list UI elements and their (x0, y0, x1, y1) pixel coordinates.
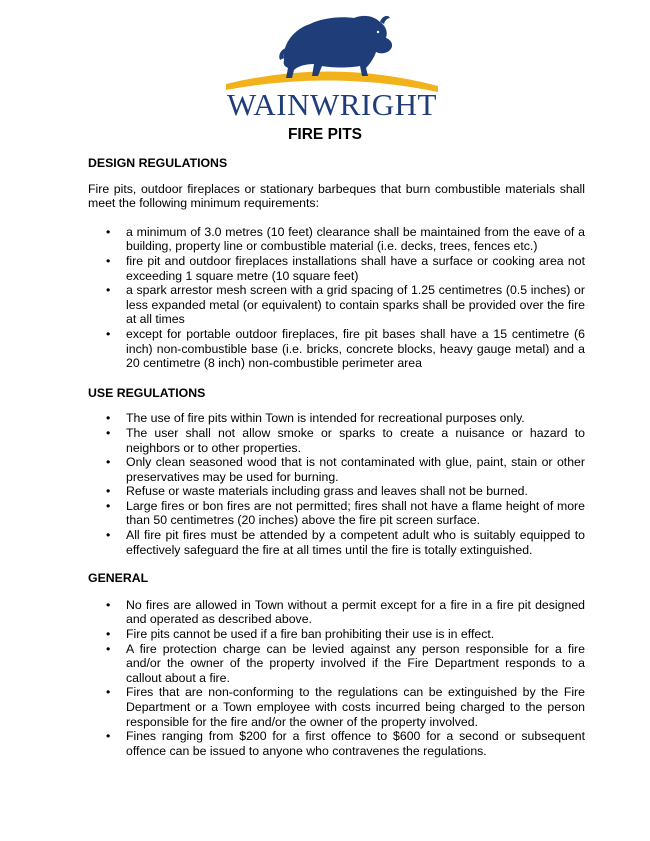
bullet-icon: • (106, 283, 111, 298)
list-item: • a minimum of 3.0 metres (10 feet) clearance shall be maintained from the eave of a building, property line or combustible material (i.e. decks, trees, fences etc.) (106, 224, 585, 254)
list-item: • Fines ranging from $200 for a first offence to $600 for a second or subsequent offence can be issued to anyone who contravenes the regulations. (106, 729, 585, 758)
list-item: • Large fires or bon fires are not permitted; fires shall not have a flame height of more than 50 centimetres (20 inches) above the fire pit screen surface. (106, 498, 585, 528)
document-body (88, 156, 585, 758)
bullet-icon: • (106, 425, 111, 440)
bullet-icon: • (106, 528, 111, 543)
list-item: • A fire protection charge can be levied against any person responsible for a fire and/or the owner of the property involved if the Fire Department responds to a callout about a fire. (106, 641, 585, 685)
logo-wordmark (222, 88, 442, 122)
general-section (88, 571, 585, 758)
section-heading: GENERAL (88, 571, 149, 586)
list-item: • Fire pits cannot be used if a fire ban prohibiting their use is in effect. (106, 627, 495, 642)
design-regulations-section (88, 156, 585, 371)
bullet-list (88, 411, 585, 557)
bullet-icon: • (106, 641, 111, 656)
section-intro: Fire pits, outdoor fireplaces or stationary barbeques that burn combustible materials shall meet the following minimum requirements: (88, 181, 585, 211)
list-item: • Only clean seasoned wood that is not contaminated with glue, paint, stain or other preservatives may be used for burning. (106, 455, 585, 484)
bullet-icon: • (106, 411, 111, 426)
list-item: • The use of fire pits within Town is intended for recreational purposes only. (106, 411, 525, 426)
bullet-list (88, 598, 585, 759)
section-heading: DESIGN REGULATIONS (88, 156, 228, 170)
bullet-icon: • (106, 484, 111, 499)
bullet-icon: • (106, 498, 111, 513)
bullet-icon: • (106, 253, 111, 268)
list-item: • a spark arrestor mesh screen with a grid spacing of 1.25 centimetres (0.5 inches) or less expanded metal (or equivalent) to contain sparks shall be provided over the fire at all times (106, 283, 585, 327)
list-item: • No fires are allowed in Town without a permit except for a fire in a fire pit designed and operated as described above. (106, 597, 585, 627)
list-item: • The user shall not allow smoke or sparks to create a nuisance or hazard to neighbors or to other properties. (106, 425, 585, 455)
list-item: • Refuse or waste materials including grass and leaves shall not be burned. (106, 484, 528, 499)
bullet-icon: • (106, 597, 111, 612)
bullet-icon: • (106, 455, 111, 470)
list-item: • fire pit and outdoor fireplaces installations shall have a surface or cooking area not exceeding 1 square metre (10 square feet) (106, 253, 585, 283)
logo-wordmark-text: WAINWRIGHT (227, 87, 437, 122)
bullet-icon: • (106, 627, 111, 642)
bullet-icon: • (106, 729, 111, 744)
document-title: FIRE PITS (287, 126, 363, 143)
bullet-icon: • (106, 224, 111, 239)
bullet-icon: • (106, 326, 111, 341)
section-heading: USE REGULATIONS (88, 385, 206, 400)
list-item: • All fire pit fires must be attended by a competent adult who is suitably equipped to effectively safeguard the fire at all times until the fire is totally extinguished. (106, 528, 585, 557)
list-item: • except for portable outdoor fireplaces, fire pit bases shall have a 15 centimetre (6 inch) non-combustible base (i.e. bricks, concrete blocks, heavy gauge metal) and a 20 centimetre (8 inch) non-combustible perimeter area (106, 326, 585, 371)
list-item: • Fires that are non-conforming to the regulations can be extinguished by the Fire Department or a Town employee with costs incurred being charged to the person responsible for the fire and/or the owner of the property involved. (106, 685, 585, 729)
bullet-list (88, 225, 585, 371)
use-regulations-section (88, 386, 585, 558)
bullet-icon: • (106, 685, 111, 700)
bison-logo-icon (222, 8, 442, 92)
